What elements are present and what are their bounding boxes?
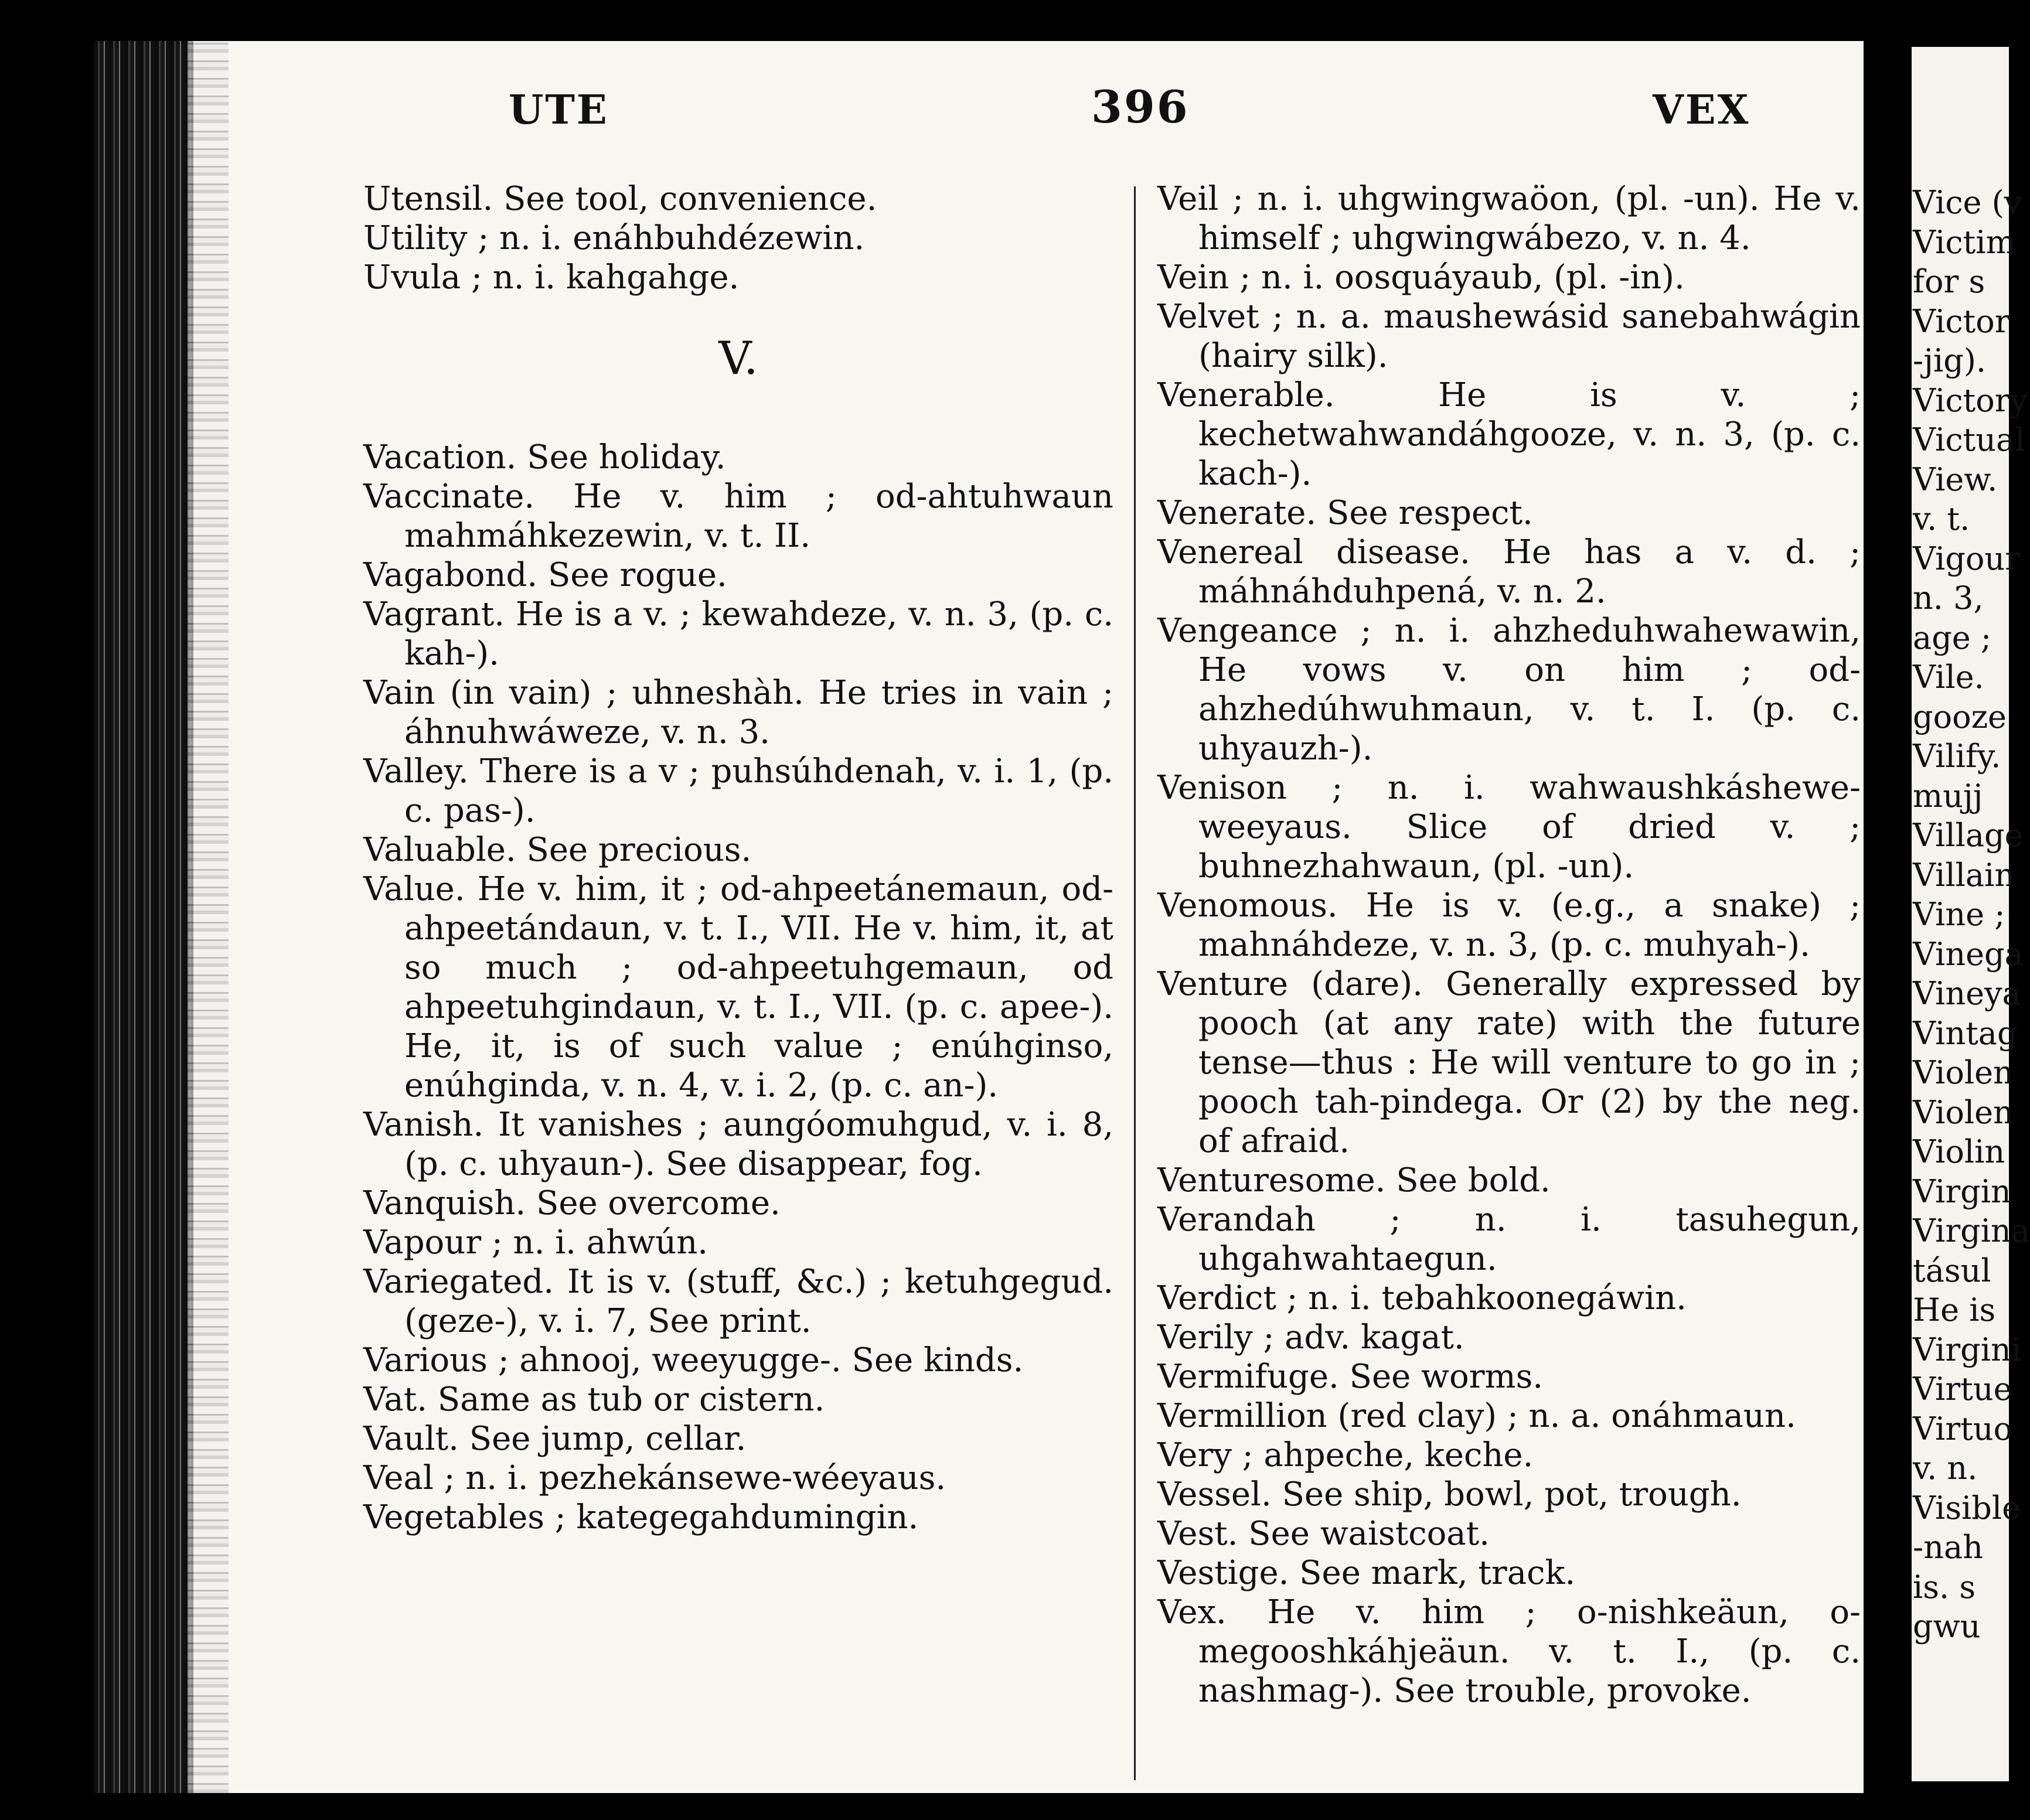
entry-vermillion: Vermillion (red clay) ; n. a. onáhmaun.	[1157, 1397, 1796, 1435]
entry-utensil: Utensil. See tool, convenience.	[363, 180, 877, 218]
section-letter-heading: V.	[718, 332, 758, 385]
adjacent-page-fragment-line: Visible	[1913, 1489, 2021, 1526]
adjacent-page-fragment-line: v. n.	[1913, 1450, 1978, 1487]
adjacent-page-fragment-line: Virtuo	[1913, 1410, 2013, 1447]
adjacent-page-fragment	[1912, 47, 2030, 1781]
adjacent-page-fragment-line: Vineya	[1913, 975, 2021, 1012]
entry-valuable: Valuable. See precious.	[363, 831, 752, 869]
adjacent-page-fragment-line: n. 3,	[1913, 580, 1984, 616]
entry-value: Value. He v. him, it ; od-ahpeetánemaun, od-ahpeetándaun, v. t. I., VII. He v. him, it, at so much ; od-ahpeetuhgemaun, od ahpeetuhgindaun, v. t. I., VII. (p. c. apee-). He, it, is of such value ; enúhginso, enúhginda, v. n. 4, v. i. 2, (p. c. an-).	[363, 870, 1113, 1105]
adjacent-page-fragment-line: Victor	[1913, 302, 2010, 340]
entry-vapour: Vapour ; n. i. ahwún.	[363, 1223, 709, 1262]
adjacent-page-fragment-line: Villain	[1913, 856, 2015, 894]
adjacent-page-fragment-line: mujj	[1913, 777, 1983, 814]
entry-vat: Vat. Same as tub or cistern.	[363, 1381, 825, 1419]
adjacent-page-fragment-line: Victory	[1913, 381, 2028, 419]
adjacent-page-fragment-line: Virtue	[1913, 1371, 2012, 1407]
adjacent-page-fragment-line: Vilify.	[1913, 738, 2001, 775]
entry-vacation: Vacation. See holiday.	[363, 438, 726, 476]
entry-venturesome: Venturesome. See bold.	[1157, 1161, 1551, 1199]
adjacent-page-fragment-line: Violen	[1913, 1054, 2014, 1091]
adjacent-page-fragment-line: Vile.	[1913, 659, 1984, 696]
adjacent-page-fragment-line: Violin	[1913, 1133, 2005, 1170]
entry-variegated: Variegated. It is v. (stuff, &c.) ; ketuhgegud. (geze-), v. i. 7, See print.	[363, 1263, 1113, 1340]
entry-verily: Verily ; adv. kagat.	[1157, 1318, 1464, 1357]
adjacent-page-fragment-line: age ;	[1913, 619, 1992, 656]
entry-venerable: Venerable. He is v. ; kechetwahwandáhgooze, v. n. 3, (p. c. kach-).	[1157, 376, 1861, 493]
entry-venerate: Venerate. See respect.	[1157, 494, 1533, 532]
adjacent-page-fragment-line: Violen	[1913, 1093, 2014, 1131]
entry-vermifuge: Vermifuge. See worms.	[1157, 1358, 1544, 1396]
entry-vagabond: Vagabond. See rogue.	[363, 556, 727, 594]
entry-veal: Veal ; n. i. pezhekánsewe-wéeyaus.	[363, 1459, 946, 1497]
entry-velvet: Velvet ; n. a. maushewásid sanebahwágin (hairy silk).	[1157, 298, 1861, 375]
adjacent-page-fragment-line: Village	[1913, 817, 2024, 854]
entry-verdict: Verdict ; n. i. tebahkoonegáwin.	[1157, 1279, 1687, 1317]
adjacent-page-fragment-line: is. s	[1913, 1568, 1976, 1606]
entry-utility: Utility ; n. i. enáhbuhdézewin.	[363, 219, 865, 257]
adjacent-page-fragment-line: Vigour	[1913, 540, 2020, 577]
entry-verandah: Verandah ; n. i. tasuhegun, uhgahwahtaegun.	[1157, 1201, 1861, 1278]
adjacent-page-fragment-line: Virgin	[1913, 1173, 2011, 1210]
adjacent-page-fragment-line: Vine ;	[1913, 896, 2005, 933]
adjacent-page-fragment-line: Virgini	[1913, 1331, 2022, 1368]
adjacent-page-fragment-line: Virgina	[1913, 1212, 2030, 1249]
column-divider	[1134, 186, 1136, 1780]
adjacent-page-fragment-line: v. t.	[1913, 500, 1970, 537]
entry-various: Various ; ahnooj, weeyugge-. See kinds.	[363, 1341, 1024, 1379]
entry-valley: Valley. There is a v ; puhsúhdenah, v. i. 1, (p. c. pas-).	[363, 752, 1113, 830]
right-column	[1157, 179, 1861, 1710]
entry-vex: Vex. He v. him ; o-nishkeäun, o-megooshkáhjeäun. v. t. I., (p. c. nashmag-). See trouble, provoke.	[1157, 1593, 1861, 1710]
entry-vagrant: Vagrant. He is a v. ; kewahdeze, v. n. 3, (p. c. kah-).	[363, 595, 1113, 673]
entry-uvula: Uvula ; n. i. kahgahge.	[363, 258, 740, 296]
adjacent-page-fragment-line: Vintag	[1913, 1014, 2018, 1052]
entry-vengeance: Vengeance ; n. i. ahzheduhwahewawin, He vows v. on him ; od-ahzhedúhwuhmaun, v. t. I. (p. c. uhyauzh-).	[1157, 612, 1861, 768]
entry-vein: Vein ; n. i. oosquáyaub, (pl. -in).	[1157, 258, 1685, 296]
entry-venture: Venture (dare). Generally expressed by pooch (at any rate) with the future tense—thus : He will venture to go in ; pooch tah-pindega. Or (2) by the neg. of afraid.	[1157, 965, 1861, 1160]
page-number: 396	[1091, 81, 1190, 133]
adjacent-page-fragment-line: gwu	[1913, 1608, 1981, 1645]
adjacent-page-fragment-line: He is	[1913, 1291, 1996, 1328]
entry-venison: Venison ; n. i. wahwaushkáshewe-weeyaus. Slice of dried v. ; buhnezhahwaun, (pl. -un).	[1157, 769, 1861, 885]
entry-vanquish: Vanquish. See overcome.	[363, 1184, 781, 1222]
adjacent-page-fragment-line: Vice (v	[1913, 184, 2022, 221]
entry-very: Very ; ahpeche, keche.	[1157, 1436, 1534, 1474]
adjacent-page-fragment-line: -jig).	[1913, 342, 1987, 379]
entry-veil: Veil ; n. i. uhgwingwaöon, (pl. -un). He v. himself ; uhgwingwábezo, v. n. 4.	[1157, 180, 1861, 257]
entry-vest: Vest. See waistcoat.	[1157, 1515, 1490, 1553]
adjacent-page-fragment-line: gooze	[1913, 698, 2007, 735]
left-column	[363, 179, 1113, 1537]
running-head-right: VEX	[1653, 87, 1750, 134]
entry-vault: Vault. See jump, cellar.	[363, 1420, 747, 1458]
adjacent-page-fragment-line: Vinega	[1913, 935, 2024, 973]
adjacent-page-fragment-line: Victim	[1913, 223, 2016, 261]
book-gutter-texture	[188, 41, 229, 1793]
entry-vestige: Vestige. See mark, track.	[1157, 1554, 1576, 1592]
book-gutter-shadow	[94, 41, 193, 1793]
entry-vanish: Vanish. It vanishes ; aungóomuhgud, v. i. 8, (p. c. uhyaun-). See disappear, fog.	[363, 1106, 1113, 1183]
entry-venereal-disease: Venereal disease. He has a v. d. ; máhnáhduhpená, v. n. 2.	[1157, 533, 1861, 611]
adjacent-page-fragment-line: View.	[1913, 461, 1998, 498]
adjacent-page-fragment-line: for s	[1913, 263, 1985, 300]
entry-vain: Vain (in vain) ; uhneshàh. He tries in vain ; áhnuhwáweze, v. n. 3.	[363, 674, 1113, 751]
entry-venomous: Venomous. He is v. (e.g., a snake) ; mahnáhdeze, v. n. 3, (p. c. muhyah-).	[1157, 887, 1861, 964]
adjacent-page-fragment-line: -nah	[1913, 1529, 1983, 1566]
adjacent-page-fragment-line: tásul	[1913, 1252, 1991, 1289]
entry-vegetables: Vegetables ; kategegahdumingin.	[363, 1498, 919, 1536]
adjacent-page-entries	[1912, 183, 2030, 1647]
entry-vessel: Vessel. See ship, bowl, pot, trough.	[1157, 1475, 1742, 1514]
adjacent-page-fragment-line: Victual	[1913, 421, 2025, 458]
running-head-left: UTE	[509, 87, 609, 134]
entry-vaccinate: Vaccinate. He v. him ; od-ahtuhwaun mahmáhkezewin, v. t. II.	[363, 478, 1113, 555]
